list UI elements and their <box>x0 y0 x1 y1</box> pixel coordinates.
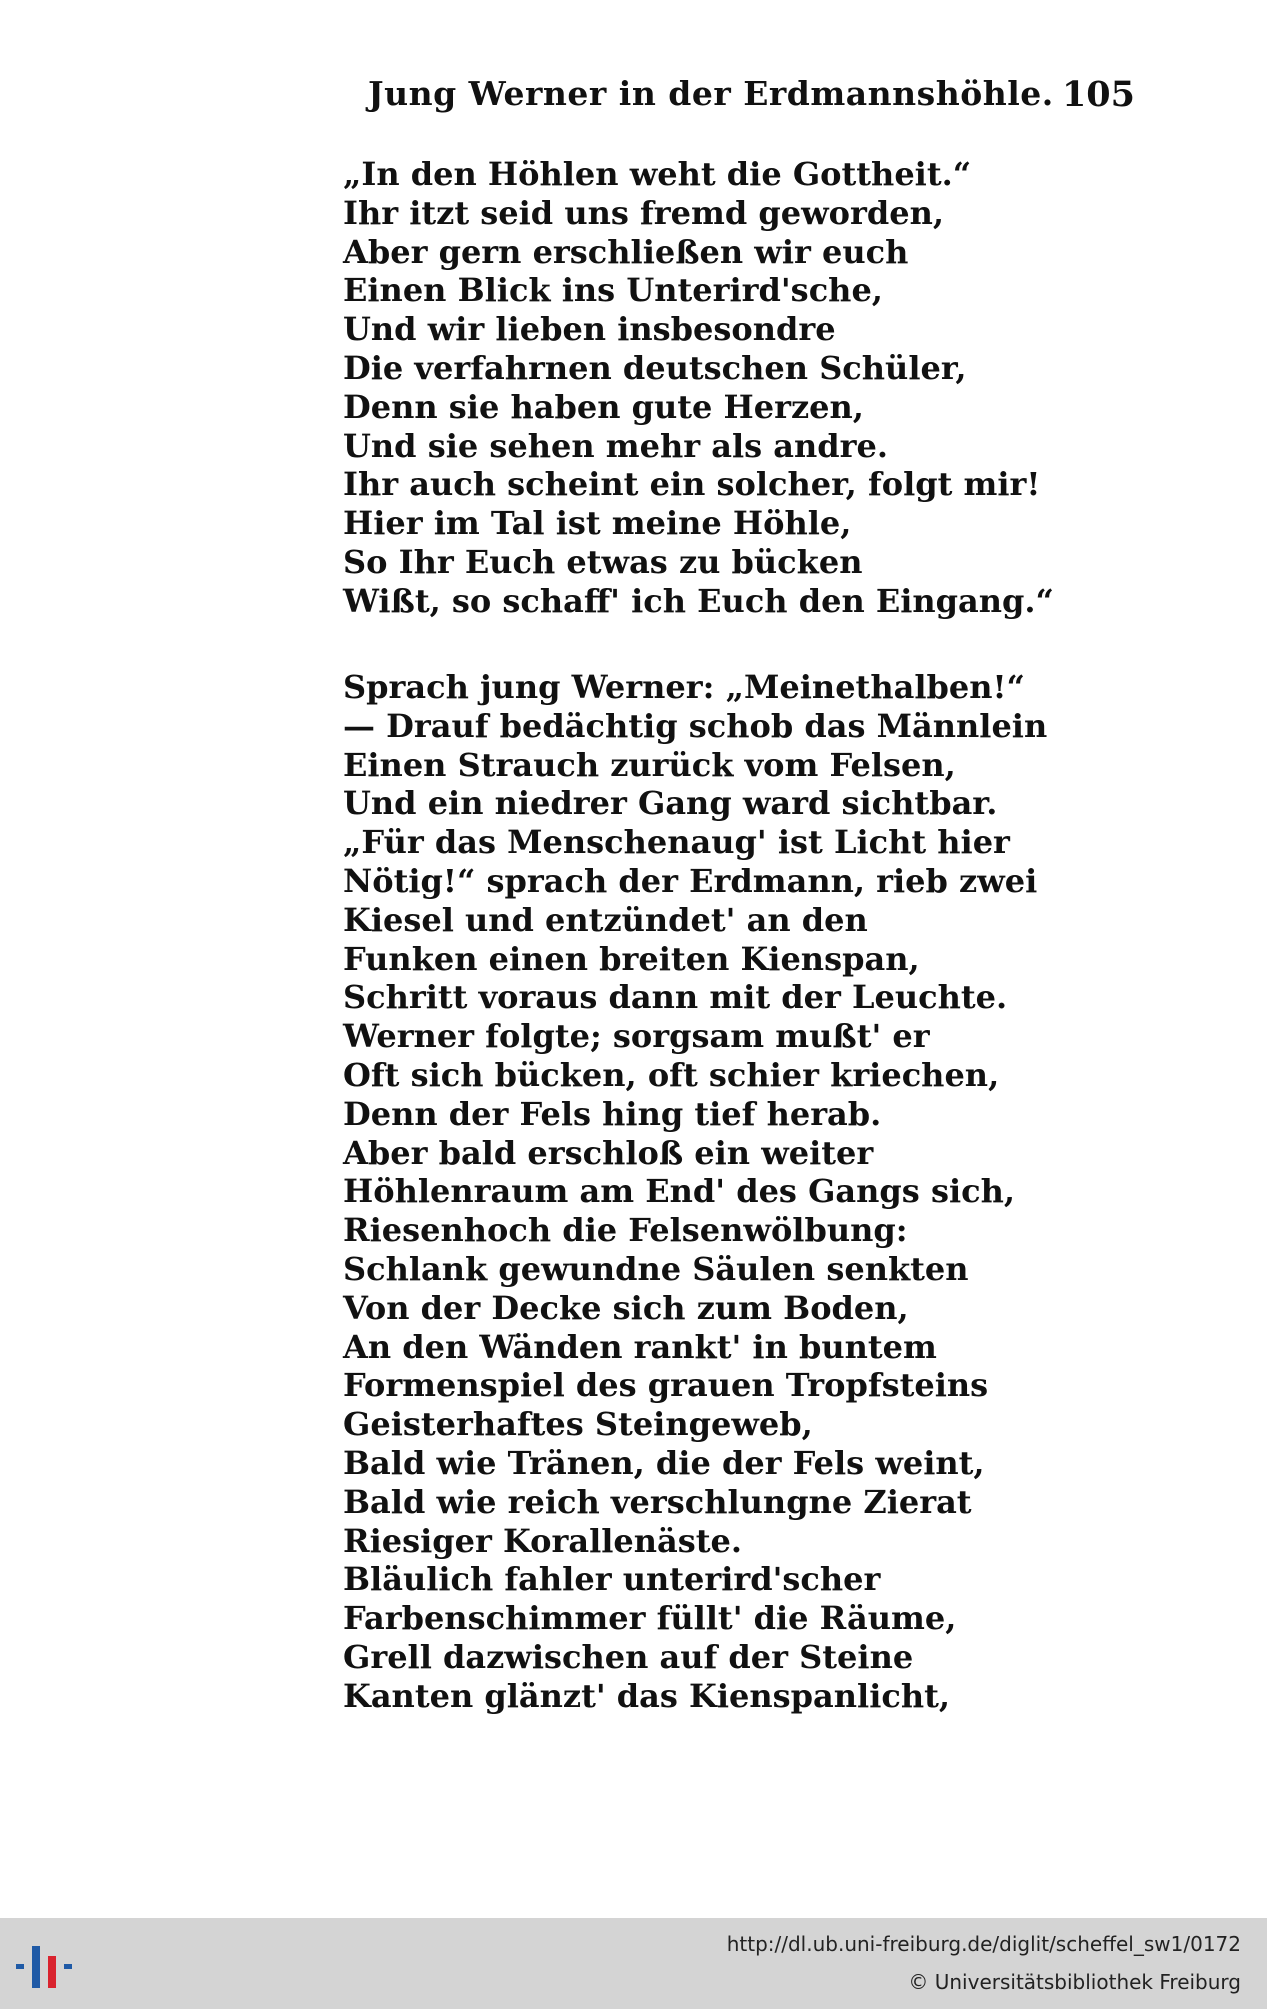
verse-line: Ihr itzt seid uns fremd geworden, <box>343 193 944 232</box>
verse-line: — Drauf bedächtig schob das Männlein <box>343 706 1048 745</box>
verse-line: Aber bald erschloß ein weiter <box>343 1133 874 1172</box>
verse-line: Aber gern erschließen wir euch <box>343 232 909 271</box>
verse-line: Formenspiel des grauen Tropfsteins <box>343 1366 989 1405</box>
verse-line: Farbenschimmer füllt' die Räume, <box>343 1599 957 1638</box>
verse-line: Bald wie Tränen, die der Fels weint, <box>343 1443 985 1482</box>
verse-line: Ihr auch scheint ein solcher, folgt mir! <box>343 465 1041 504</box>
logo-bar-right <box>64 1964 72 1969</box>
verse-line: Funken einen breiten Kienspan, <box>343 939 920 978</box>
verse-line: So Ihr Euch etwas zu bücken <box>343 542 863 581</box>
verse-line: Oft sich bücken, oft schier kriechen, <box>343 1055 1000 1094</box>
verse-line: Denn der Fels hing tief herab. <box>343 1094 882 1133</box>
verse-line: Von der Decke sich zum Boden, <box>343 1288 909 1327</box>
verse-line: Riesiger Korallenäste. <box>343 1521 743 1560</box>
copyright-notice: © Universitätsbibliothek Freiburg <box>908 1970 1241 1994</box>
verse-line: Geisterhaftes Steingeweb, <box>343 1405 813 1444</box>
footer-bar <box>0 1918 1267 2009</box>
verse-line: Werner folgte; sorgsam mußt' er <box>343 1017 930 1056</box>
page-number: 105 <box>1061 74 1135 115</box>
logo-bar-mid <box>48 1956 56 1988</box>
running-title: Jung Werner in der Erdmannshöhle. <box>368 74 1054 113</box>
verse-line: An den Wänden rankt' in buntem <box>343 1327 937 1366</box>
verse-line: Riesenhoch die Felsenwölbung: <box>343 1211 908 1250</box>
verse-line: Schlank gewundne Säulen senkten <box>343 1249 969 1288</box>
logo-bar-tall <box>32 1946 40 1988</box>
verse-line: Schritt voraus dann mit der Leuchte. <box>343 978 1008 1017</box>
verse-line: Kanten glänzt' das Kienspanlicht, <box>343 1676 951 1715</box>
verse-line: Hier im Tal ist meine Höhle, <box>343 504 852 543</box>
verse-line: Bald wie reich verschlungne Zierat <box>343 1482 972 1521</box>
verse-line: Und sie sehen mehr als andre. <box>343 426 889 465</box>
verse-line: Grell dazwischen auf der Steine <box>343 1637 914 1676</box>
verse-line: Die verfahrnen deutschen Schüler, <box>343 348 967 387</box>
verse-line: „In den Höhlen weht die Gottheit.“ <box>343 155 972 193</box>
verse-line: Nötig!“ sprach der Erdmann, rieb zwei <box>343 861 1038 900</box>
verse-line: Einen Blick ins Unterird'sche, <box>343 271 883 310</box>
verse-line: Und ein niedrer Gang ward sichtbar. <box>343 784 998 823</box>
verse-line: Denn sie haben gute Herzen, <box>343 387 864 426</box>
verse-line: „Für das Menschenaug' ist Licht hier <box>343 823 1010 862</box>
source-url-link[interactable]: http://dl.ub.uni-freiburg.de/diglit/scheffel_sw1/0172 <box>726 1932 1241 1956</box>
stanza-1 <box>343 155 1054 621</box>
verse-line: Sprach jung Werner: „Meinethalben!“ <box>343 668 1025 706</box>
logo-bar-left <box>16 1964 24 1969</box>
ub-freiburg-logo-icon[interactable] <box>12 1942 82 1992</box>
verse-line: Höhlenraum am End' des Gangs sich, <box>343 1172 1015 1211</box>
verse-line: Kiesel und entzündet' an den <box>343 900 868 939</box>
verse-line: Wißt, so schaff' ich Euch den Eingang.“ <box>343 581 1054 620</box>
stanza-2 <box>343 668 1047 1716</box>
verse-line: Bläulich fahler unterird'scher <box>343 1560 881 1599</box>
verse-line: Und wir lieben insbesondre <box>343 310 836 349</box>
verse-line: Einen Strauch zurück vom Felsen, <box>343 745 956 784</box>
